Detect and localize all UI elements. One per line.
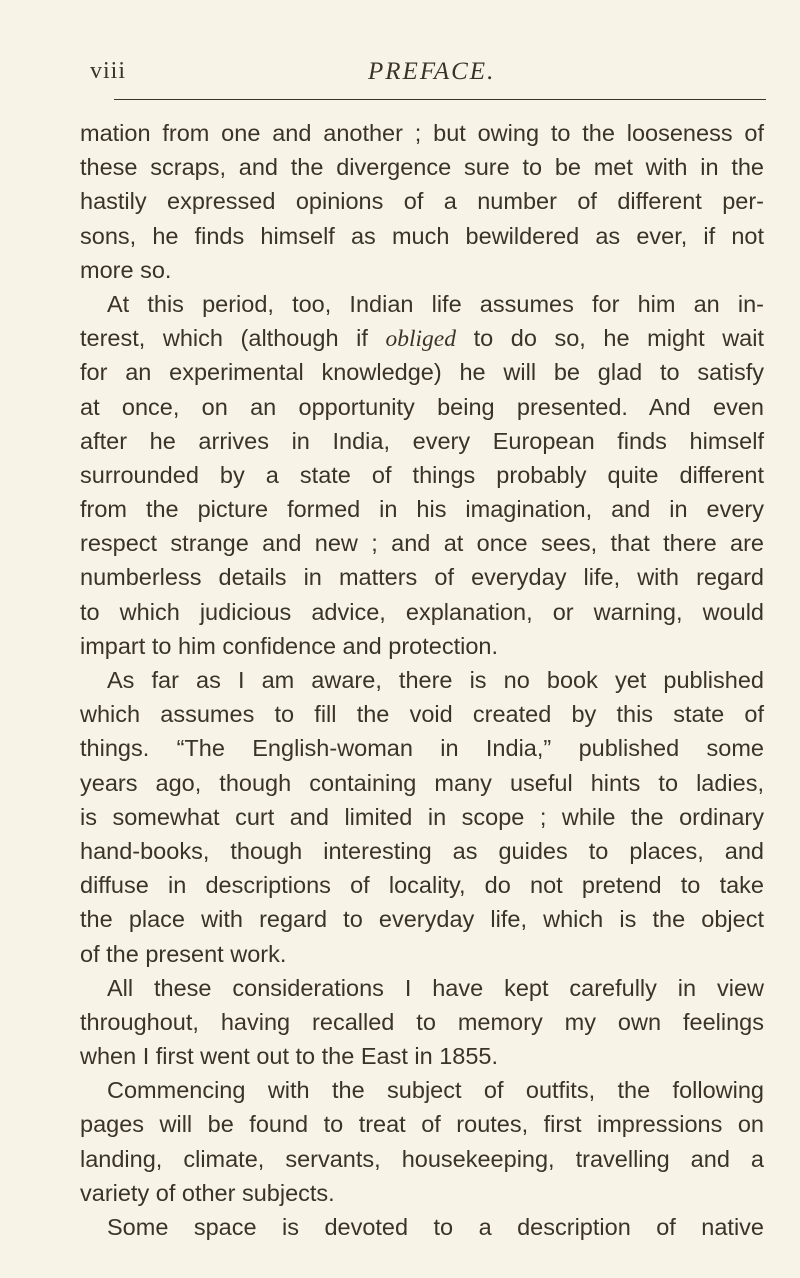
text-line: All these considerations I have kept carefully in view	[107, 974, 764, 1001]
text-line	[80, 321, 764, 355]
text-span: to do so, he might wait	[455, 325, 764, 352]
text-line: impart to him confidence and protection.	[80, 632, 499, 659]
text-line: things. “The English-woman in India,” published some	[80, 735, 764, 762]
page-number: viii	[90, 58, 127, 84]
text-line: the place with regard to everyday life, which is the object	[80, 906, 764, 933]
text-line: at once, on an opportunity being presented. And even	[80, 393, 764, 420]
text-line: more so.	[80, 256, 172, 283]
text-line: to which judicious advice, explanation, or warning, would	[80, 598, 764, 625]
text-line: diffuse in descriptions of locality, do not pretend to take	[80, 872, 764, 899]
italic-word: obliged	[385, 326, 456, 353]
text-line: when I first went out to the East in 1855.	[80, 1043, 499, 1070]
text-line: which assumes to fill the void created by this state of	[80, 701, 764, 728]
running-head: PREFACE.	[368, 58, 496, 85]
text-line: of the present work.	[80, 940, 287, 967]
text-line: pages will be found to treat of routes, first impressions on	[80, 1111, 764, 1138]
body-text	[80, 116, 764, 1244]
text-line: landing, climate, servants, housekeeping, travelling and a	[80, 1145, 764, 1172]
text-line: is somewhat curt and limited in scope ; while the ordinary	[80, 803, 764, 830]
text-line: after he arrives in India, every European finds himself	[80, 427, 764, 454]
text-line: respect strange and new ; and at once sees, that there are	[80, 530, 764, 557]
text-line: sons, he finds himself as much bewildered as ever, if not	[80, 222, 764, 249]
text-line: As far as I am aware, there is no book yet published	[107, 667, 764, 693]
text-line: mation from one and another ; but owing to the looseness of	[80, 120, 764, 146]
text-line: years ago, though containing many useful hints to ladies,	[80, 769, 764, 796]
page-header	[90, 58, 770, 88]
text-line: for an experimental knowledge) he will be glad to satisfy	[80, 359, 764, 386]
text-line: surrounded by a state of things probably quite different	[80, 461, 764, 488]
text-line: numberless details in matters of everyday life, with regard	[80, 564, 764, 591]
text-line: hand-books, though interesting as guides to places, and	[80, 837, 764, 864]
text-line: these scraps, and the divergence sure to be met with in the	[80, 154, 764, 181]
text-line: Some space is devoted to a description of native	[107, 1214, 764, 1240]
text-span: terest, which (although if	[80, 325, 386, 352]
text-line: variety of other subjects.	[80, 1179, 335, 1206]
text-line: throughout, having recalled to memory my own feelings	[80, 1008, 764, 1035]
text-line: At this period, too, Indian life assumes for him an in-	[107, 290, 764, 317]
text-line: from the picture formed in his imagination, and in every	[80, 496, 764, 523]
text-line: hastily expressed opinions of a number of different per-	[80, 188, 764, 215]
header-rule	[114, 99, 766, 100]
text-line: Commencing with the subject of outfits, the following	[107, 1077, 764, 1104]
